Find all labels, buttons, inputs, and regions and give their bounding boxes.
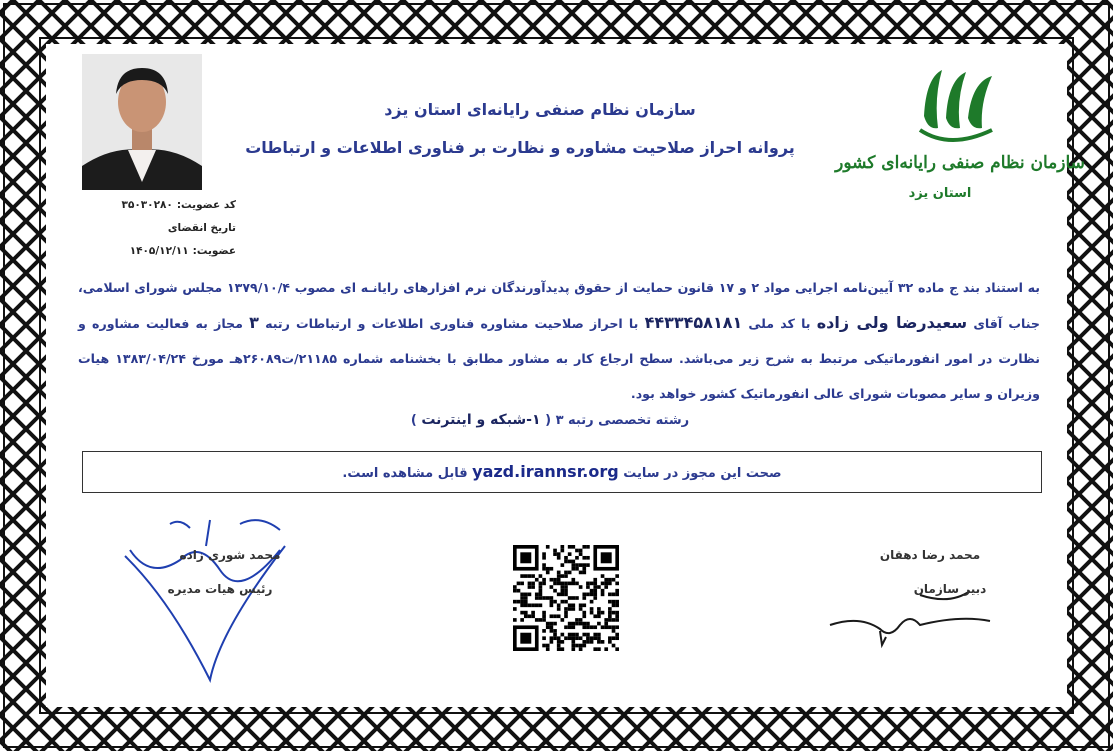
specialty-line <box>380 412 720 428</box>
specialty-value: ۱-شبکه و اینترنت <box>421 412 541 428</box>
logo-province: استان یزد <box>908 186 972 201</box>
chairman-signature <box>110 510 310 690</box>
specialty-close: ) <box>410 413 417 428</box>
body-part-4: مجاز به فعالیت مشاوره و نظارت در امور انفورماتیکی مرتبط به شرح زیر می‌باشد. سطح ارجاع کار به مشاور مطابق با بخشنامه شماره ۲۱۱۸۵/ت۲۶۰۸۹هـ مورخ ۱۳۸۳/۰۴/۲۴ هیات وزیران و سایر مصوبات شورای عالی انفورماتیک کشور خواهد بود. <box>78 316 1040 401</box>
specialty-label: رشته تخصصی رتبه ۳ <box>555 413 690 428</box>
secretary-name: محمد رضا دهقان <box>879 548 981 562</box>
holder-name: سعیدرضا ولی زاده <box>816 313 968 332</box>
national-id: ۴۴۳۳۴۵۸۱۸۱ <box>644 313 743 332</box>
certificate-text <box>78 270 1040 411</box>
member-photo <box>82 54 202 190</box>
chairman-name: محمد شوری زاده <box>179 548 281 562</box>
member-expiry-value: ۱۴۰۵/۱۲/۱۱ <box>129 245 189 257</box>
qr-code[interactable] <box>513 545 619 651</box>
body-part-3: با احراز صلاحیت مشاوره فناوری اطلاعات و ارتباطات رتبه <box>265 316 639 331</box>
verify-site-link[interactable]: yazd.irannsr.org <box>472 462 619 481</box>
org-title: سازمان نظام صنفی رایانه‌ای استان یزد <box>384 100 696 119</box>
body-part-2: با کد ملی <box>748 316 811 331</box>
body-part-1: به استناد بند ج ماده ۳۲ آیین‌نامه اجرایی مواد ۲ و ۱۷ قانون حمایت از حقوق پدیدآورندگان نرم افزارهای رایانـه ای مصوب ۱۳۷۹/۱۰/۴ مجلس شورای اسلامی، جناب آقای <box>78 280 1041 331</box>
verify-suffix: قابل مشاهده است. <box>342 466 468 481</box>
member-code <box>60 194 236 217</box>
member-expiry <box>60 217 236 263</box>
secretary-role: دبیر سازمان <box>913 582 987 596</box>
verify-prefix: صحت این مجوز در سایت <box>623 466 782 481</box>
chairman-role: رئیس هیات مدیره <box>167 582 273 596</box>
member-info <box>60 194 236 263</box>
member-code-value: ۳۵۰۳۰۲۸۰ <box>121 199 173 211</box>
specialty-open: ( <box>545 413 552 428</box>
member-code-label: کد عضویت: <box>176 199 236 211</box>
logo-org-name: سازمان نظام صنفی رایانه‌ای کشور <box>835 153 1085 173</box>
verification-box <box>82 451 1042 493</box>
member-expiry-label: تاریخ انقضای عضویت: <box>167 222 236 257</box>
rank: ۳ <box>249 313 259 332</box>
license-title: پروانه احراز صلاحیت مشاوره و نظارت بر فناوری اطلاعات و ارتباطات <box>245 138 795 157</box>
